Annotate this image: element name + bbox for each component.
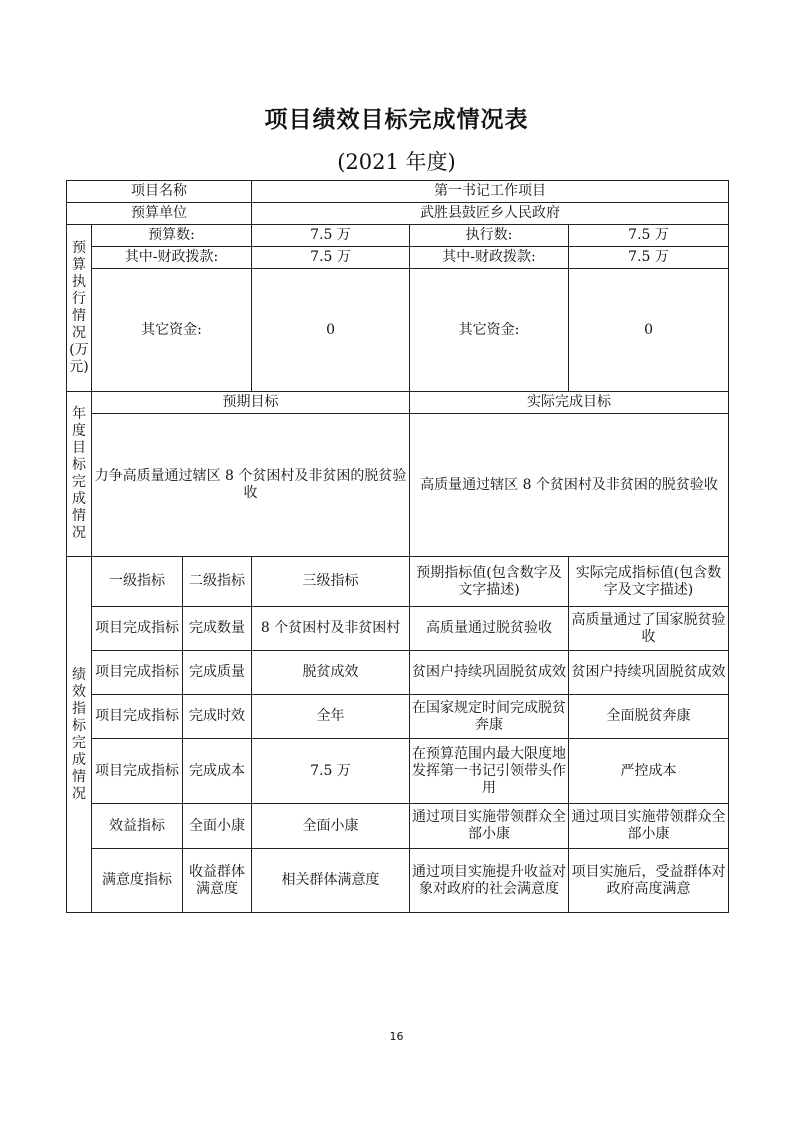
table-row (67, 651, 729, 695)
table-cell: 满意度指标 (92, 849, 183, 913)
budget-unit-value: 武胜县鼓匠乡人民政府 (252, 203, 729, 225)
vertical-label-char: 行 (72, 291, 86, 307)
table-row (67, 414, 729, 557)
budget-label: 预算数: (92, 225, 252, 247)
vertical-label-char: 完 (72, 474, 86, 490)
vertical-label-char: 执 (72, 274, 86, 290)
other-label: 其它资金: (92, 269, 252, 392)
table-row (67, 739, 729, 804)
vertical-label-char: 情 (72, 768, 86, 785)
vertical-label-char: 指 (72, 700, 86, 717)
table-cell: 贫困户持续巩固脱贫成效 (569, 651, 729, 695)
table-cell: 完成时效 (183, 695, 252, 739)
table-cell: 全年 (252, 695, 410, 739)
project-name-value: 第一书记工作项目 (252, 181, 729, 203)
vertical-label-char: 绩 (72, 666, 86, 683)
vertical-label-char: 况 (72, 325, 86, 341)
perf-header-level1: 一级指标 (92, 557, 183, 607)
expected-goal-text: 力争高质量通过辖区 8 个贫困村及非贫困的脱贫验收 (92, 414, 410, 557)
budget-value: 7.5 万 (252, 225, 410, 247)
table-cell: 完成成本 (183, 739, 252, 804)
vertical-label-char: 标 (72, 457, 86, 473)
vertical-label-char: 度 (72, 423, 86, 439)
table-row (67, 203, 729, 225)
annual-section-label (67, 392, 92, 557)
table-cell: 项目完成指标 (92, 651, 183, 695)
exec-fiscal-label: 其中-财政拨款: (410, 247, 569, 269)
table-cell: 相关群体满意度 (252, 849, 410, 913)
table-row (67, 804, 729, 849)
perf-header-expected: 预期指标值(包含数字及文字描述) (410, 557, 569, 607)
perf-header-level2: 二级指标 (183, 557, 252, 607)
vertical-label-char: 算 (72, 257, 86, 273)
project-name-label: 项目名称 (67, 181, 252, 203)
table-cell: 高质量通过了国家脱贫验收 (569, 607, 729, 651)
table-cell: 7.5 万 (252, 739, 410, 804)
table-cell: 通过项目实施提升收益对象对政府的社会满意度 (410, 849, 569, 913)
table-cell: 8 个贫困村及非贫困村 (252, 607, 410, 651)
vertical-label-char: 完 (72, 734, 86, 751)
table-cell: 全面脱贫奔康 (569, 695, 729, 739)
table-cell: 项目完成指标 (92, 607, 183, 651)
table-row (67, 607, 729, 651)
vertical-label-char: 年 (72, 406, 86, 422)
fiscal-label: 其中-财政拨款: (92, 247, 252, 269)
table-row (67, 392, 729, 414)
table-cell: 收益群体满意度 (183, 849, 252, 913)
table-cell: 项目完成指标 (92, 739, 183, 804)
table-cell: 高质量通过脱贫验收 (410, 607, 569, 651)
table-row (67, 557, 729, 607)
actual-goal-header: 实际完成目标 (410, 392, 729, 414)
exec-other-value: 0 (569, 269, 729, 392)
table-cell: 项目实施后，受益群体对政府高度满意 (569, 849, 729, 913)
table-cell: 全面小康 (252, 804, 410, 849)
page-subtitle: (2021 年度) (337, 150, 456, 174)
expected-goal-header: 预期目标 (92, 392, 410, 414)
table-cell: 在预算范围内最大限度地发挥第一书记引领带头作用 (410, 739, 569, 804)
table-cell: 在国家规定时间完成脱贫奔康 (410, 695, 569, 739)
vertical-label-char: 目 (72, 440, 86, 456)
vertical-label-char: 元) (69, 359, 89, 375)
page-number: 16 (389, 1030, 404, 1043)
vertical-label-char: 情 (72, 308, 86, 324)
vertical-label-char: 况 (72, 785, 86, 802)
exec-value: 7.5 万 (569, 225, 729, 247)
table-row (67, 269, 729, 392)
vertical-label-char: (万 (69, 342, 89, 358)
actual-goal-text: 高质量通过辖区 8 个贫困村及非贫困的脱贫验收 (410, 414, 729, 557)
vertical-label-char: 况 (72, 525, 86, 541)
perf-section-label (67, 557, 92, 913)
table-cell: 贫困户持续巩固脱贫成效 (410, 651, 569, 695)
table-cell: 完成质量 (183, 651, 252, 695)
fiscal-value: 7.5 万 (252, 247, 410, 269)
table-cell: 通过项目实施带领群众全部小康 (569, 804, 729, 849)
perf-header-level3: 三级指标 (252, 557, 410, 607)
vertical-label-char: 标 (72, 717, 86, 734)
exec-other-label: 其它资金: (410, 269, 569, 392)
table-cell: 效益指标 (92, 804, 183, 849)
vertical-label-char: 预 (72, 240, 86, 256)
exec-label: 执行数: (410, 225, 569, 247)
vertical-label-char: 成 (72, 491, 86, 507)
performance-table (66, 180, 729, 913)
page-title: 项目绩效目标完成情况表 (264, 107, 529, 133)
table-row (67, 181, 729, 203)
table-cell: 完成数量 (183, 607, 252, 651)
budget-unit-label: 预算单位 (67, 203, 252, 225)
table-cell: 通过项目实施带领群众全部小康 (410, 804, 569, 849)
budget-section-label (67, 225, 92, 392)
table-row (67, 225, 729, 247)
table-row (67, 849, 729, 913)
table-cell: 全面小康 (183, 804, 252, 849)
vertical-label-char: 情 (72, 508, 86, 524)
exec-fiscal-value: 7.5 万 (569, 247, 729, 269)
vertical-label-char: 成 (72, 751, 86, 768)
table-row (67, 247, 729, 269)
table-cell: 严控成本 (569, 739, 729, 804)
table-cell: 项目完成指标 (92, 695, 183, 739)
perf-header-actual: 实际完成指标值(包含数字及文字描述) (569, 557, 729, 607)
table-row (67, 695, 729, 739)
table-cell: 脱贫成效 (252, 651, 410, 695)
vertical-label-char: 效 (72, 683, 86, 700)
other-value: 0 (252, 269, 410, 392)
